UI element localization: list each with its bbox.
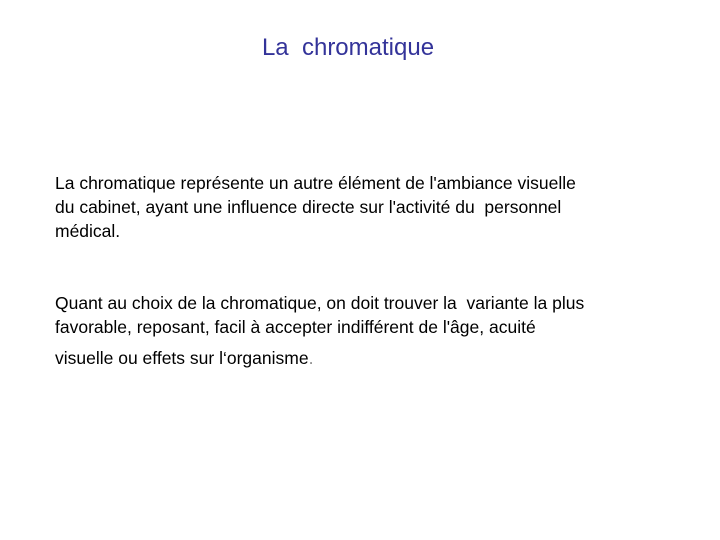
paragraph-intro [55, 171, 675, 243]
slide-title: La chromatique [261, 34, 435, 61]
paragraph-line-last [55, 346, 675, 370]
paragraph-line: du cabinet, ayant une influence directe sur l'activité du personnel [55, 197, 562, 217]
paragraph-line: favorable, reposant, facil à accepter indifférent de l'âge, acuité [55, 317, 536, 337]
paragraph-line: La chromatique représente un autre élément de l'ambiance visuelle [55, 173, 576, 193]
paragraph-choice [55, 291, 675, 370]
paragraph-line-text: visuelle ou effets sur l‘organisme [55, 348, 309, 368]
paragraph-line: Quant au choix de la chromatique, on doit trouver la variante la plus [55, 293, 585, 313]
trailing-period: . [308, 348, 314, 368]
paragraph-line: médical. [55, 221, 121, 241]
